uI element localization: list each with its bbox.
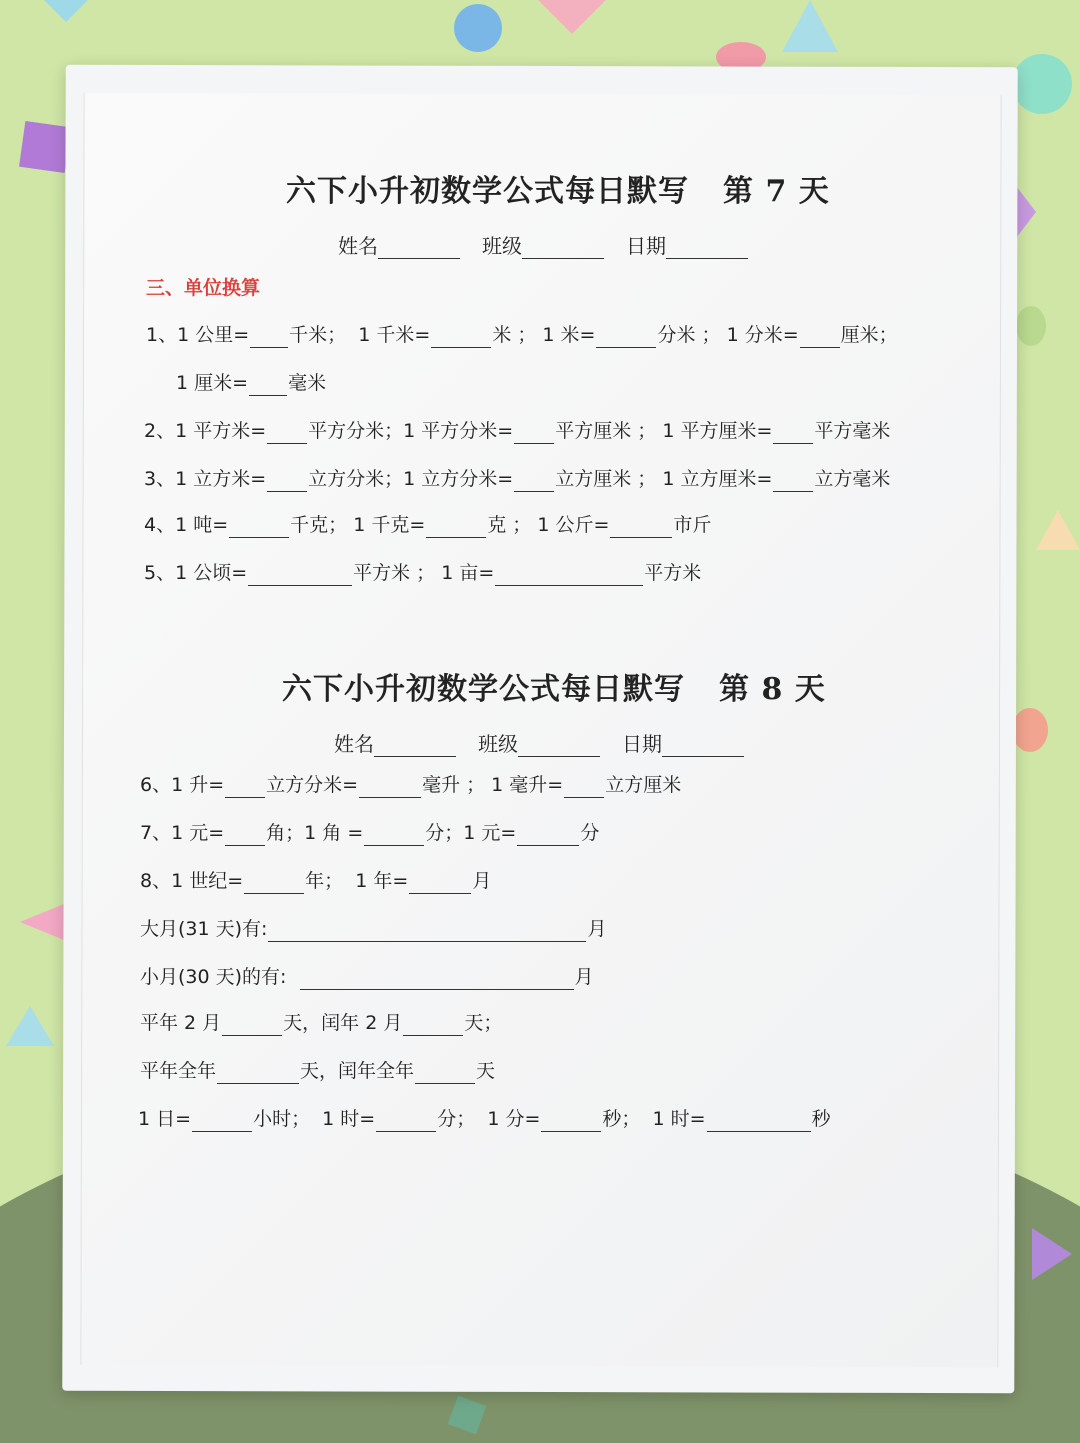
question-6: [140, 772, 681, 798]
q-text: 1 年=: [355, 870, 409, 892]
answer-blank[interactable]: [222, 1017, 282, 1036]
answer-blank[interactable]: [773, 425, 813, 444]
question-5: [144, 560, 701, 586]
sheet2-title-text: 六下小升初数学公式每日默写: [282, 672, 685, 707]
sheet2-day: 第 8 天: [719, 672, 826, 707]
name-blank[interactable]: [378, 240, 460, 259]
answer-blank[interactable]: [248, 567, 352, 586]
q-text: 1 千米=: [358, 324, 431, 346]
q-text: 平方分米；: [308, 420, 404, 442]
q-text: 角；: [266, 822, 305, 844]
date-blank[interactable]: [662, 738, 744, 757]
sheet1-title: [286, 166, 830, 210]
answer-blank[interactable]: [610, 519, 672, 538]
answer-blank[interactable]: [225, 779, 265, 798]
q-text: 千克；: [290, 514, 348, 536]
answer-blank[interactable]: [244, 875, 304, 894]
q-text: 1 立方分米=: [403, 468, 514, 490]
question-7: [140, 820, 599, 846]
q-text: 1 米=: [542, 324, 596, 346]
q-text: 1 分米=: [726, 324, 799, 346]
question-2: [144, 418, 890, 444]
answer-blank[interactable]: [564, 779, 604, 798]
answer-blank[interactable]: [192, 1113, 252, 1132]
name-blank[interactable]: [374, 738, 456, 757]
q-text: 天，闰年全年: [300, 1060, 415, 1082]
q-text: 小月(30 天)的有:: [140, 966, 287, 988]
answer-blank[interactable]: [229, 519, 289, 538]
date-blank[interactable]: [666, 240, 748, 259]
name-label: 姓名: [334, 732, 374, 756]
q-text: 1、1 公里=: [146, 324, 250, 346]
class-label: 班级: [478, 732, 518, 756]
february-line: [140, 1010, 502, 1036]
date-label: 日期: [626, 234, 666, 258]
q-text: 7、1 元=: [140, 822, 225, 844]
answer-blank[interactable]: [403, 1017, 463, 1036]
answer-blank[interactable]: [495, 567, 643, 586]
answer-blank[interactable]: [409, 875, 471, 894]
year-days-line: [140, 1058, 495, 1084]
q-text: 1 角 =: [304, 822, 364, 844]
class-blank[interactable]: [522, 240, 604, 259]
answer-blank[interactable]: [268, 923, 586, 942]
q-text: 1 日=: [138, 1108, 192, 1130]
q-text: 立方毫米: [814, 468, 891, 490]
time-units-line: [138, 1106, 831, 1132]
q-text: 小时；: [253, 1108, 311, 1130]
q-text: 天，闰年 2 月: [283, 1012, 403, 1034]
q-text: 3、1 立方米=: [144, 468, 267, 490]
big-month-line: [140, 916, 606, 942]
q-text: 克 ；: [487, 514, 532, 536]
class-label: 班级: [482, 234, 522, 258]
q-text: 1 平方厘米=: [662, 420, 773, 442]
answer-blank[interactable]: [225, 827, 265, 846]
answer-blank[interactable]: [541, 1113, 601, 1132]
answer-blank[interactable]: [376, 1113, 436, 1132]
answer-blank[interactable]: [300, 971, 574, 990]
question-1: [146, 322, 898, 348]
q-text: 1 元=: [463, 822, 517, 844]
q-text: 立方分米=: [266, 774, 359, 796]
sheet2-title: [282, 664, 826, 708]
answer-blank[interactable]: [359, 779, 421, 798]
answer-blank[interactable]: [431, 329, 491, 348]
q-text: 平方米 ；: [353, 562, 436, 584]
q-text: 1 亩=: [441, 562, 495, 584]
q-text: 分；: [425, 822, 464, 844]
q-text: 月: [574, 966, 594, 988]
q-text: 天: [476, 1060, 496, 1082]
q-text: 1 分=: [487, 1108, 541, 1130]
q-text: 平年 2 月: [140, 1012, 222, 1034]
q-text: 1 时=: [652, 1108, 706, 1130]
question-1-cont: [176, 370, 326, 396]
answer-blank[interactable]: [249, 377, 287, 396]
answer-blank[interactable]: [217, 1065, 299, 1084]
q-text: 1 平方分米=: [403, 420, 514, 442]
answer-blank[interactable]: [250, 329, 288, 348]
q-text: 毫升 ；: [422, 774, 486, 796]
q-text: 立方分米；: [308, 468, 404, 490]
q-text: 分: [580, 822, 600, 844]
q-text: 分；: [437, 1108, 476, 1130]
answer-blank[interactable]: [415, 1065, 475, 1084]
answer-blank[interactable]: [426, 519, 486, 538]
q-text: 1 公斤=: [537, 514, 610, 536]
sheet1-meta: [338, 230, 770, 259]
q-text: 米 ；: [492, 324, 537, 346]
small-month-line: [140, 964, 594, 990]
q-text: 1 时=: [322, 1108, 376, 1130]
q-text: 5、1 公顷=: [144, 562, 248, 584]
q-text: 月: [472, 870, 492, 892]
q-text: 6、1 升=: [140, 774, 225, 796]
answer-blank[interactable]: [707, 1113, 811, 1132]
answer-blank[interactable]: [596, 329, 656, 348]
q-text: 千米；: [289, 324, 347, 346]
answer-blank[interactable]: [267, 473, 307, 492]
q-text: 8、1 世纪=: [140, 870, 244, 892]
q-text: 1 千克=: [353, 514, 426, 536]
q-text: 市斤: [673, 514, 712, 536]
answer-blank[interactable]: [364, 827, 424, 846]
question-4: [144, 512, 711, 538]
q-text: 秒；: [602, 1108, 641, 1130]
q-text: 1 立方厘米=: [662, 468, 773, 490]
section-heading: 三、单位换算: [146, 277, 261, 299]
sheet1-title-text: 六下小升初数学公式每日默写: [286, 174, 689, 209]
sheet2-meta: [334, 728, 766, 757]
answer-blank[interactable]: [800, 329, 840, 348]
q-text: 4、1 吨=: [144, 514, 229, 536]
q-text: 厘米；: [840, 324, 898, 346]
q-text: 平方厘米 ；: [555, 420, 657, 442]
q-text: 平方毫米: [814, 420, 891, 442]
q-text: 1 毫升=: [491, 774, 564, 796]
sheet1-day: 第 7 天: [723, 174, 830, 209]
q-text: 年；: [305, 870, 344, 892]
q-text: 月: [587, 918, 607, 940]
q-text: 毫米: [288, 372, 327, 394]
name-label: 姓名: [338, 234, 378, 258]
q-text: 秒: [811, 1108, 831, 1130]
q-text: 立方厘米: [605, 774, 682, 796]
question-3: [144, 466, 890, 492]
answer-blank[interactable]: [514, 473, 554, 492]
q-text: 1 厘米=: [176, 372, 249, 394]
q-text: 平年全年: [140, 1060, 217, 1082]
q-text: 分米 ；: [657, 324, 721, 346]
q-text: 大月(31 天)有:: [140, 918, 268, 940]
question-8: [140, 868, 491, 894]
answer-blank[interactable]: [517, 827, 579, 846]
answer-blank[interactable]: [773, 473, 813, 492]
date-label: 日期: [622, 732, 662, 756]
q-text: 天；: [464, 1012, 503, 1034]
answer-blank[interactable]: [267, 425, 307, 444]
q-text: 立方厘米 ；: [555, 468, 657, 490]
answer-blank[interactable]: [514, 425, 554, 444]
q-text: 平方米: [644, 562, 702, 584]
class-blank[interactable]: [518, 738, 600, 757]
q-text: 2、1 平方米=: [144, 420, 267, 442]
